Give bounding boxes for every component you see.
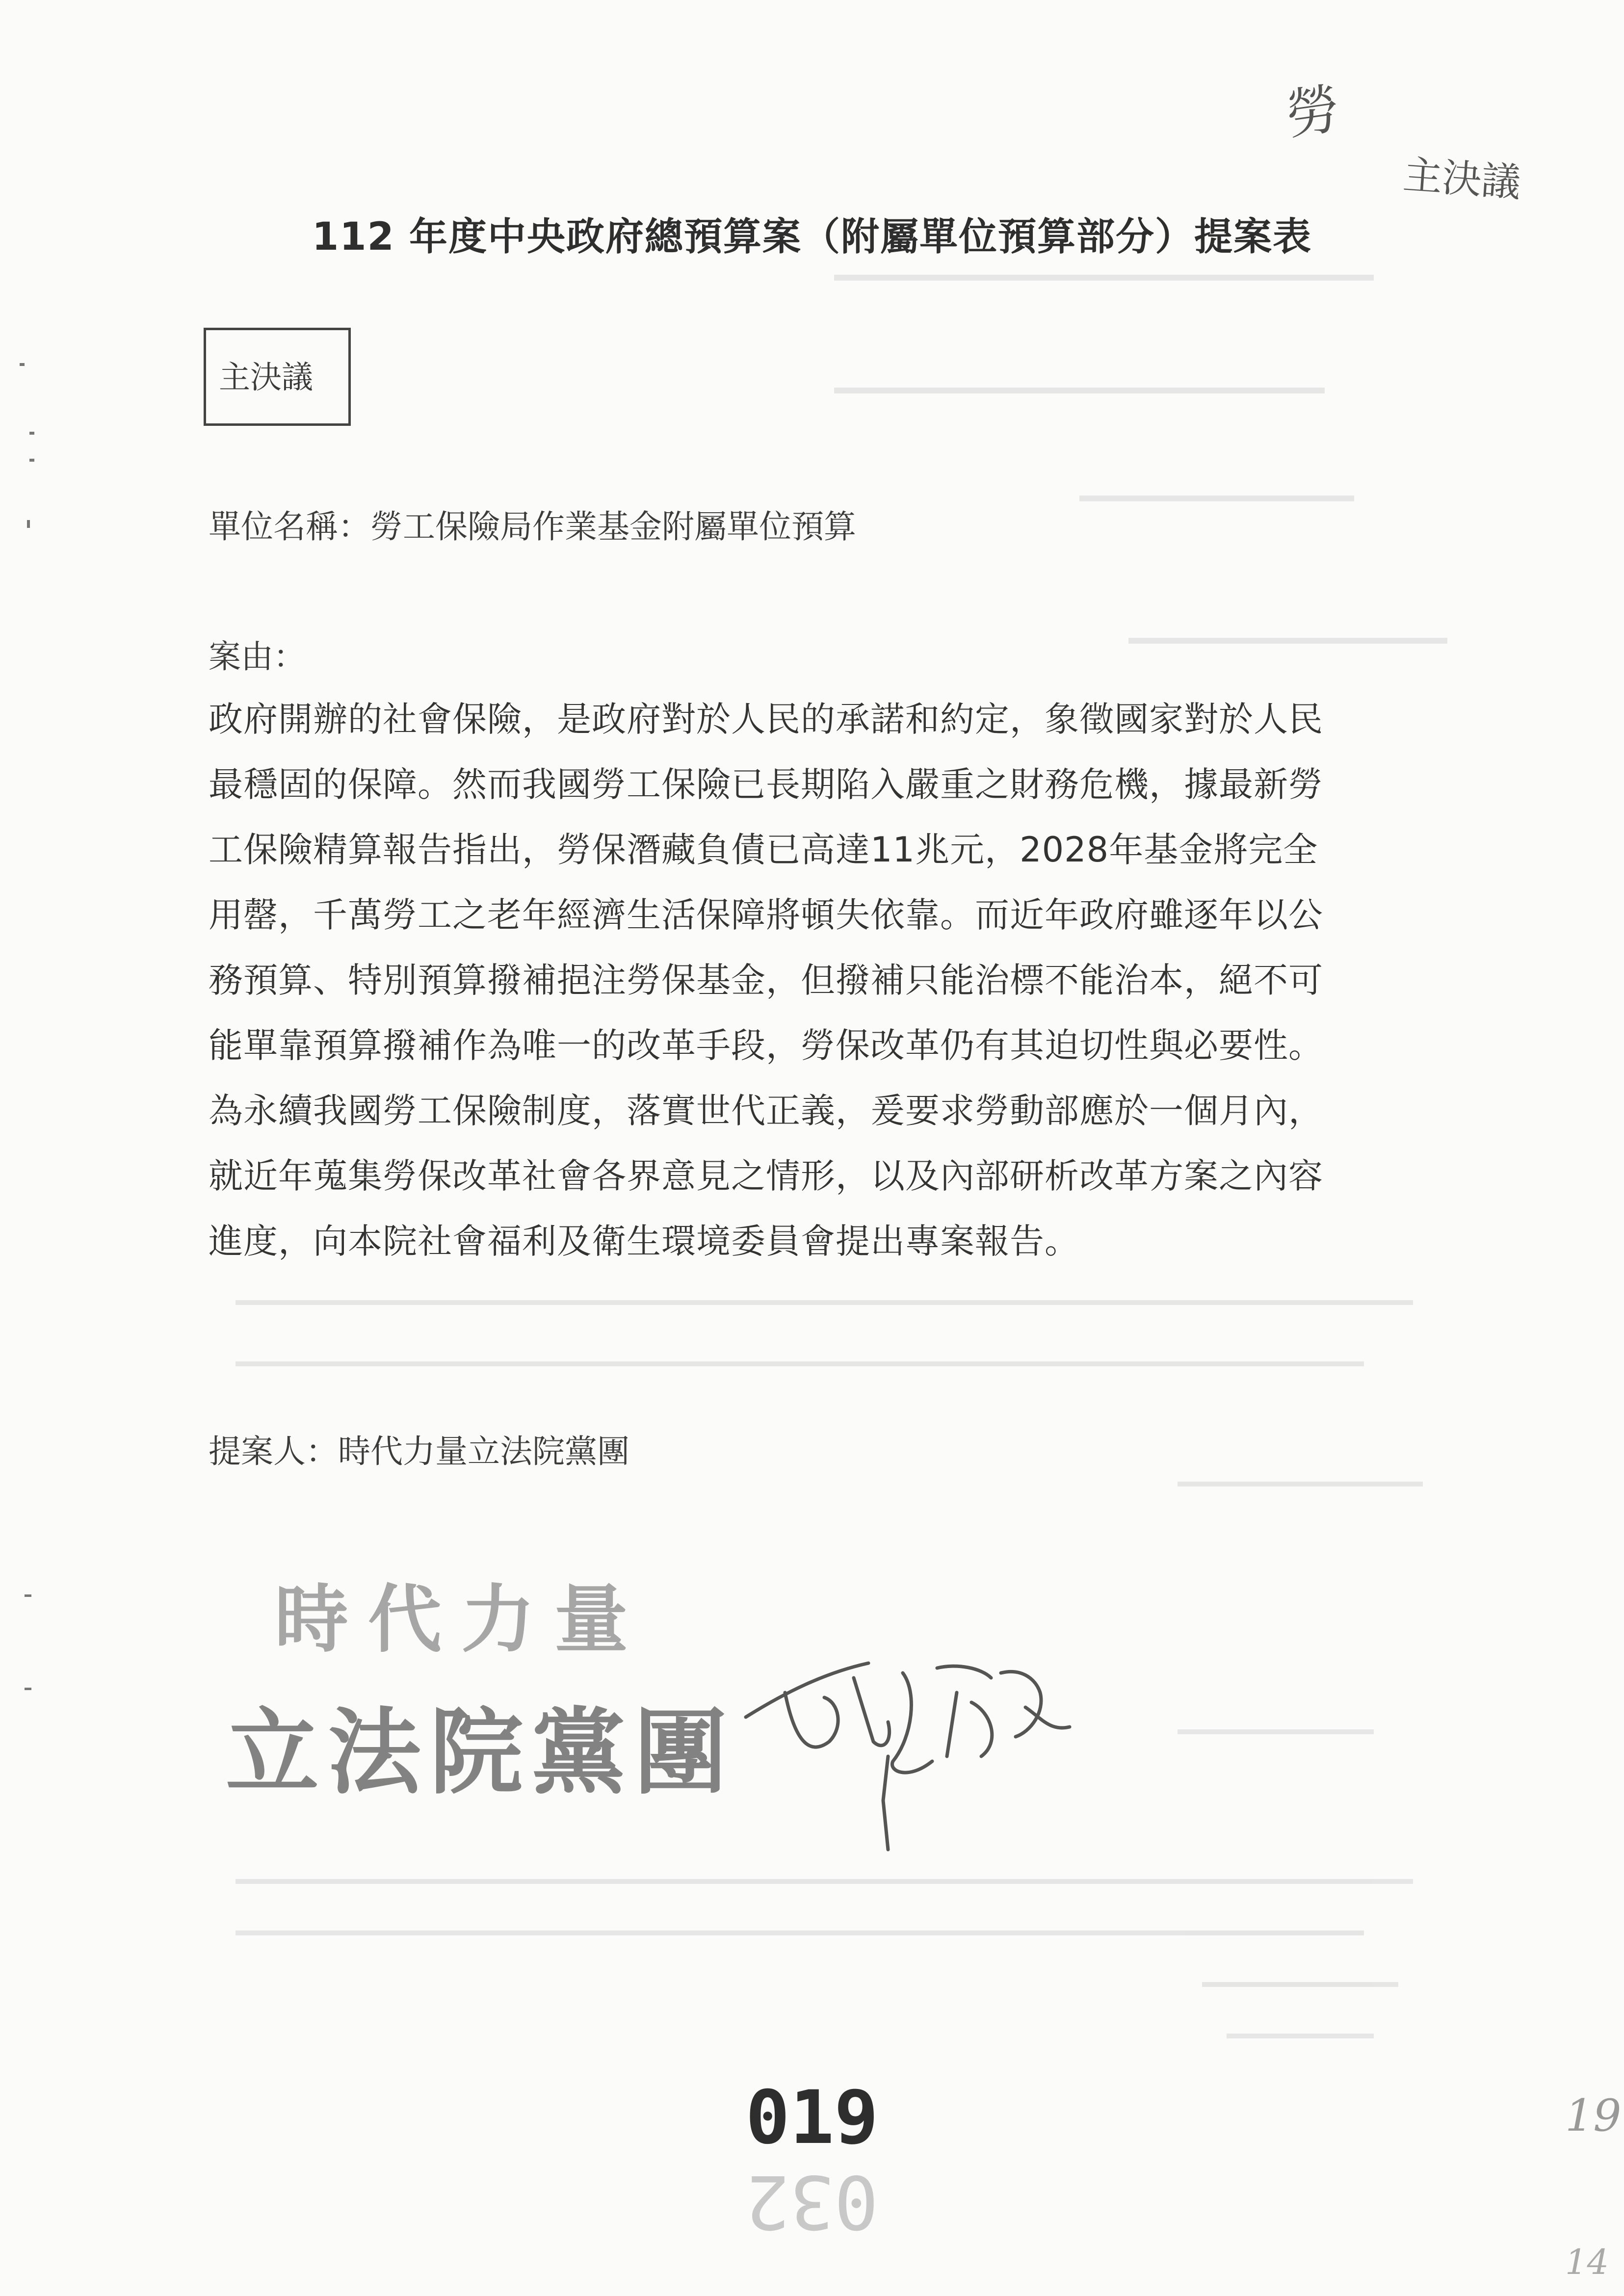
- reason-line: 進度，向本院社會福利及衛生環境委員會提出專案報告。: [209, 1221, 1079, 1261]
- margin-mark: [29, 459, 34, 462]
- margin-mark: [25, 1688, 31, 1690]
- margin-mark: [27, 520, 30, 528]
- handwritten-note: 主決議: [1401, 152, 1522, 206]
- signature: [726, 1594, 1109, 1869]
- decision-type-box: 主決議: [204, 328, 351, 426]
- reason-line: 就近年蒐集勞保改革社會各界意見之情形，以及內部研析改革方案之內容: [209, 1156, 1323, 1196]
- reason-line: 為永續我國勞工保險制度，落實世代正義，爰要求勞動部應於一個月內，: [209, 1091, 1323, 1131]
- handwritten-note: 14: [1565, 2242, 1609, 2282]
- reason-line: 工保險精算報告指出，勞保潛藏負債已高達11兆元，2028年基金將完全: [209, 830, 1318, 870]
- page-number: 019: [745, 2075, 879, 2161]
- unit-name: 單位名稱：勞工保險局作業基金附屬單位預算: [209, 508, 856, 546]
- proposer: 提案人：時代力量立法院黨團: [209, 1433, 629, 1470]
- margin-mark: [29, 432, 34, 435]
- handwritten-note: 勞: [1282, 77, 1344, 147]
- reason-label: 案由：: [209, 638, 306, 676]
- stamp-main-line: 立法院黨團: [226, 1697, 736, 1807]
- margin-mark: [20, 363, 25, 366]
- reason-line: 最穩固的保障。然而我國勞工保險已長期陷入嚴重之財務危機，據最新勞: [209, 764, 1323, 805]
- page-title: 112 年度中央政府總預算案（附屬單位預算部分）提案表: [312, 215, 1312, 259]
- reason-line: 政府開辦的社會保險，是政府對於人民的承諾和約定，象徵國家對於人民: [209, 699, 1323, 739]
- margin-mark: [25, 1594, 31, 1597]
- reason-body: [209, 687, 1445, 1274]
- reason-line: 用罄，千萬勞工之老年經濟生活保障將頓失依靠。而近年政府雖逐年以公: [209, 895, 1323, 935]
- mirrored-page-number: 032: [745, 2159, 879, 2244]
- reason-line: 務預算、特別預算撥補挹注勞保基金，但撥補只能治標不能治本，絕不可: [209, 960, 1323, 1000]
- handwritten-note: 19: [1565, 2090, 1622, 2141]
- reason-line: 能單靠預算撥補作為唯一的改革手段，勞保改革仍有其迫切性與必要性。: [209, 1025, 1323, 1066]
- stamp-top-line: 時代力量: [275, 1576, 648, 1663]
